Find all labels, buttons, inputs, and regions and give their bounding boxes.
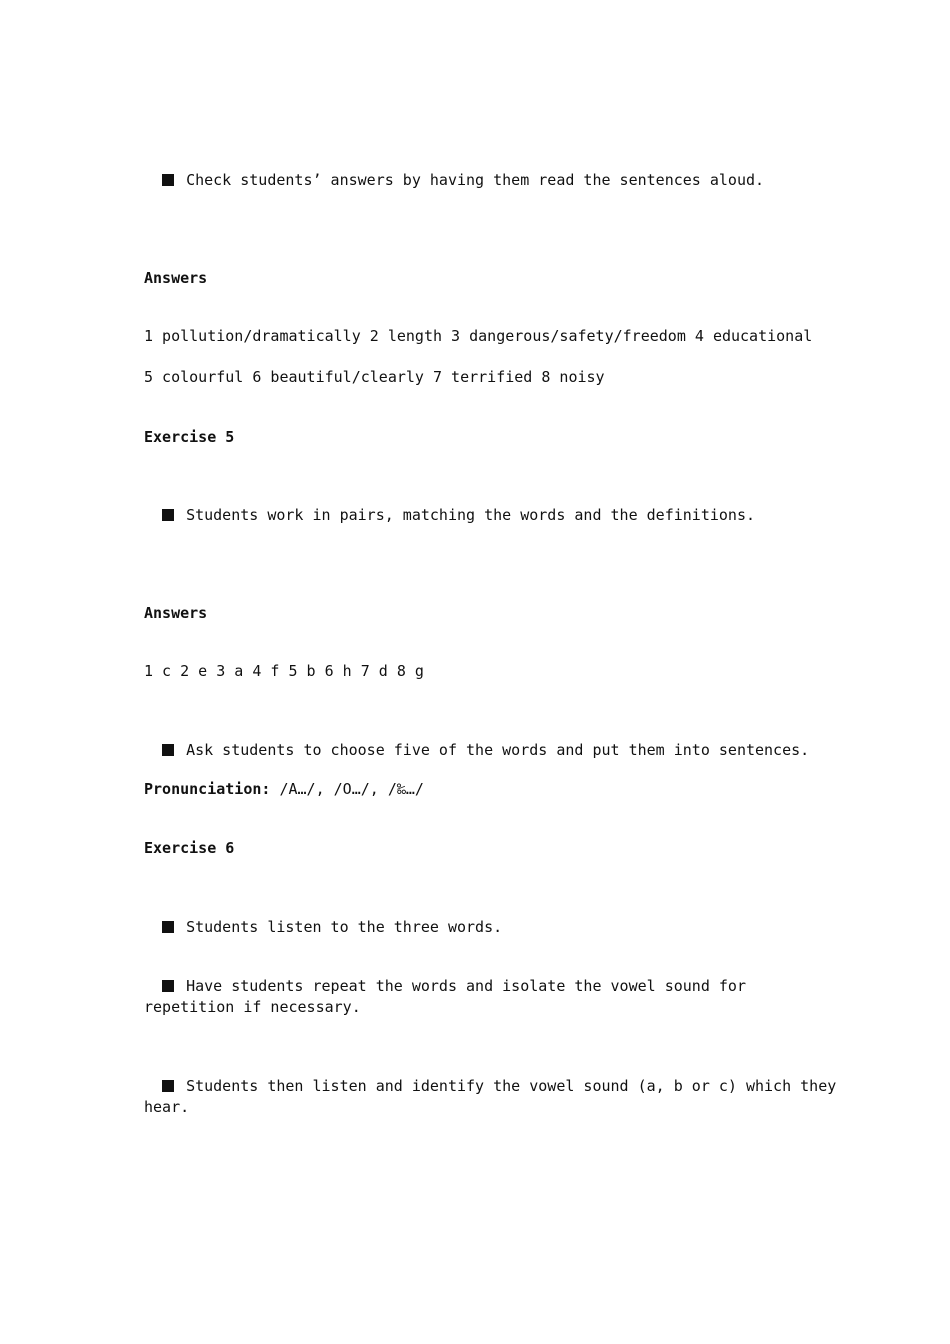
bullet-square-icon (162, 509, 174, 521)
bullet-identify-vowel-continuation: hear. (144, 1098, 190, 1116)
pronunciation-line (144, 779, 424, 799)
exercise-5-heading: Exercise 5 (144, 428, 235, 446)
bullet-square-icon (162, 980, 174, 992)
bullet-square-icon (162, 1080, 174, 1092)
pronunciation-label: Pronunciation: (144, 780, 271, 798)
answers-1-line-2: 5 colourful 6 beautiful/clearly 7 terrified 8 noisy (144, 368, 605, 386)
bullet-repeat-words-continuation: repetition if necessary. (144, 998, 361, 1016)
exercise-6-heading: Exercise 6 (144, 839, 235, 857)
bullet-square-icon (162, 744, 174, 756)
bullet-text: Students work in pairs, matching the words and the definitions. (186, 506, 756, 524)
bullet-text: Students listen to the three words. (186, 918, 503, 936)
bullet-text: Check students’ answers by having them read the sentences aloud. (186, 171, 765, 189)
bullet-work-in-pairs (144, 485, 755, 525)
answers-heading-2: Answers (144, 604, 208, 622)
bullet-text: Ask students to choose five of the words and put them into sentences. (186, 741, 810, 759)
bullet-listen-three-words (144, 897, 502, 937)
bullet-check-answers (144, 150, 764, 190)
bullet-identify-vowel (144, 1056, 836, 1096)
bullet-choose-five-words (144, 720, 809, 760)
answers-heading-1: Answers (144, 269, 208, 287)
bullet-square-icon (162, 921, 174, 933)
bullet-text: Students then listen and identify the vowel sound (a, b or c) which they (186, 1077, 837, 1095)
answers-2-line: 1 c 2 e 3 a 4 f 5 b 6 h 7 d 8 g (144, 662, 424, 680)
bullet-square-icon (162, 174, 174, 186)
bullet-repeat-words (144, 956, 746, 996)
bullet-text: Have students repeat the words and isolate the vowel sound for (186, 977, 746, 995)
pronunciation-symbols: /A…/, /O…/, /‰…/ (270, 780, 424, 798)
answers-1-line-1: 1 pollution/dramatically 2 length 3 dangerous/safety/freedom 4 educational (144, 327, 813, 345)
